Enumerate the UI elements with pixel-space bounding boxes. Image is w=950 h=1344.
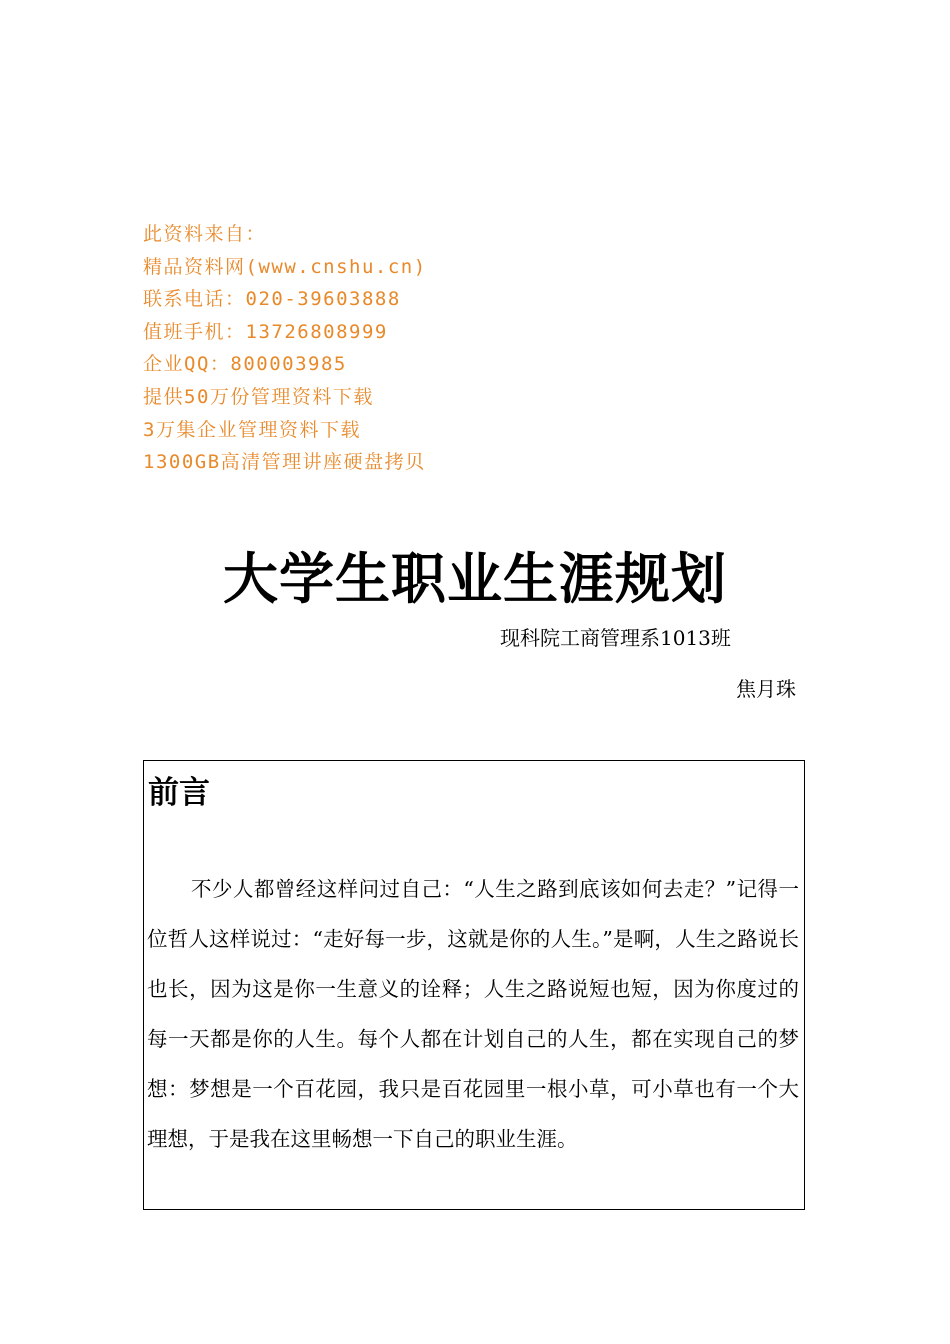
source-line-phone: 联系电话：020-39603888 — [143, 288, 401, 311]
source-line-qq: 企业QQ：800003985 — [143, 353, 347, 376]
preface-paragraph: 不少人都曾经这样问过自己：“人生之路到底该如何去走？”记得一位哲人这样说过：“走好每一步，这就是你的人生。”是啊，人生之路说长也长，因为这是你一生意义的诠释；人生之路说短也短，因为你度过的每一天都是你的人生。每个人都在计划自己的人生，都在实现自己的梦想：梦想是一个百花园，我只是百花园里一根小草，可小草也有一个大理想，于是我在这里畅想一下自己的职业生涯。 — [147, 877, 799, 1151]
class-info: 现科院工商管理系1013班 — [500, 626, 731, 650]
source-line-website: 精品资料网(www.cnshu.cn) — [143, 255, 427, 278]
source-line-offer-lectures: 1300GB高清管理讲座硬盘拷贝 — [143, 451, 426, 474]
author-name: 焦月珠 — [736, 677, 796, 701]
document-title: 大学生职业生涯规划 — [222, 547, 727, 611]
source-line-origin: 此资料来自： — [143, 223, 267, 245]
source-line-offer-docs: 提供50万份管理资料下载 — [143, 385, 374, 408]
preface-box — [143, 760, 805, 1210]
preface-heading: 前言 — [148, 775, 210, 811]
source-line-offer-videos: 3万集企业管理资料下载 — [143, 418, 361, 441]
source-line-mobile: 值班手机：13726808999 — [143, 320, 388, 343]
source-info-block — [143, 218, 427, 479]
